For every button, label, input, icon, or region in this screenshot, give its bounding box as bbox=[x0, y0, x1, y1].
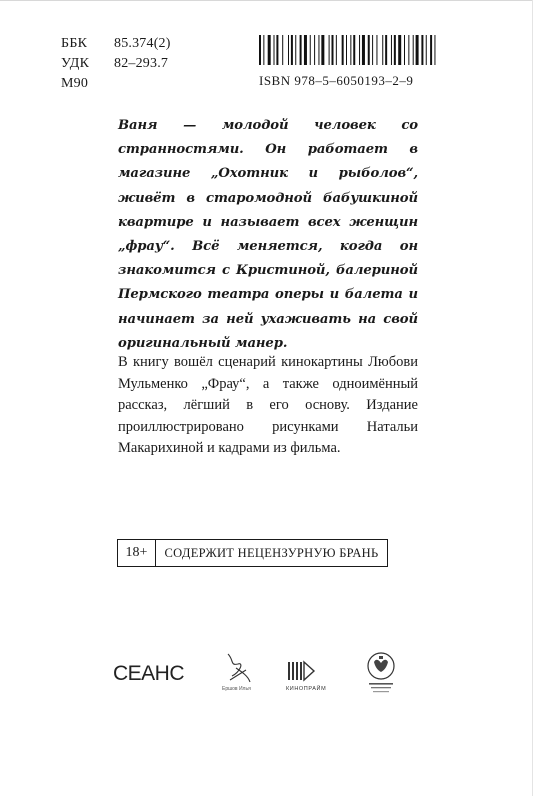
ministry-emblem bbox=[363, 650, 399, 698]
barcode-block bbox=[259, 35, 472, 89]
age-warning-box bbox=[117, 539, 388, 567]
annotation-blurb: Ваня — молодой человек со странностями. Он работает в магазине „Охотник и рыболов“, живёт в старомодной бабушкиной квартире и называет всех женщин „фрау“. Всё меняется, когда он знакомится с Кристиной, балериной Пермского театра оперы и балета и начинает за ней ухаживать на свой оригинальный манер. bbox=[118, 118, 418, 351]
book-description: В книгу вошёл сценарий кинокартины Любови Мульменко „Фрау“, а также одноимённый рассказ, лёгший в его основу. Издание проиллюстрировано рисунками Натальи Макарихиной и кадрами из фильма. bbox=[118, 354, 418, 456]
signature-caption: Ершов Илья bbox=[222, 686, 251, 692]
kinoprime-logo bbox=[286, 660, 332, 700]
catalog-row-bbk bbox=[61, 34, 171, 54]
seance-logo: СЕАНС bbox=[113, 662, 185, 685]
catalog-value: 85.374(2) bbox=[114, 36, 171, 51]
catalog-key: УДК bbox=[61, 56, 90, 71]
kinoprime-caption: КИНОПРАЙМ bbox=[286, 686, 327, 692]
top-edge bbox=[0, 0, 533, 1]
catalog-codes bbox=[61, 34, 171, 94]
catalog-row-author-mark bbox=[61, 74, 171, 94]
barcode bbox=[259, 35, 469, 65]
signature-icon bbox=[220, 650, 256, 686]
publisher-logos bbox=[113, 650, 423, 700]
catalog-value: М90 bbox=[61, 76, 89, 91]
film-strip-icon bbox=[286, 660, 316, 682]
catalog-key: ББК bbox=[61, 36, 88, 51]
catalog-row-udk bbox=[61, 54, 171, 74]
eagle-emblem-icon bbox=[363, 650, 399, 698]
profanity-warning: СОДЕРЖИТ НЕЦЕНЗУРНУЮ БРАНЬ bbox=[164, 545, 379, 560]
isbn-number: ISBN 978–5–6050193–2–9 bbox=[259, 73, 414, 88]
age-rating: 18+ bbox=[118, 540, 156, 566]
catalog-value: 82–293.7 bbox=[114, 56, 169, 71]
artist-signature-logo bbox=[220, 650, 256, 696]
